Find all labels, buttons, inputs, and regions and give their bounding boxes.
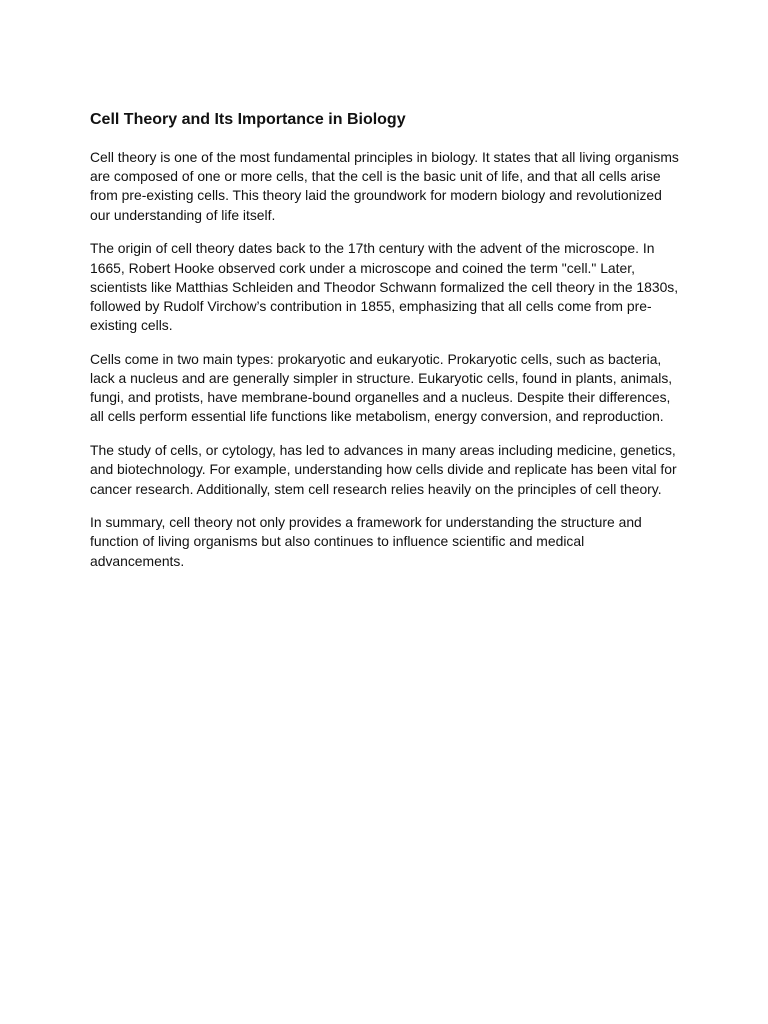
paragraph-cell-types: Cells come in two main types: prokaryotic and eukaryotic. Prokaryotic cells, such as bacteria, lack a nucleus and are generally simpler in structure. Eukaryotic cells, found in plants, animals, fungi, and protists, have membrane-bound organelles and a nucleus. Despite their differences, all cells perform essential life functions like metabolism, energy conversion, and reproduction. <box>90 350 673 425</box>
paragraph-history: The origin of cell theory dates back to the 17th century with the advent of the microscope. In 1665, Robert Hooke observed cork under a microscope and coined the term "cell." Later, scientists like Matthias Schleiden and Theodor Schwann formalized the cell theory in the 1830s, followed by Rudolf Virchow’s contribution in 1855, emphasizing that all cells come from pre-existing cells. <box>90 240 679 334</box>
paragraph-definition: Cell theory is one of the most fundamental principles in biology. It states that all living organisms are composed of one or more cells, that the cell is the basic unit of life, and that all cells arise from pre-existing cells. This theory laid the groundwork for modern biology and revolutionized our understanding of life itself. <box>90 149 679 223</box>
paragraph-cytology: The study of cells, or cytology, has led to advances in many areas including medicine, genetics, and biotechnology. For example, understanding how cells divide and replicate has been vital for cancer research. Additionally, stem cell research relies heavily on the principles of cell theory. <box>90 442 677 497</box>
document-body <box>90 110 682 585</box>
document-title: Cell Theory and Its Importance in Biology <box>90 111 406 128</box>
paragraph-summary: In summary, cell theory not only provides a framework for understanding the structure and function of living organisms but also continues to influence scientific and medical advancements. <box>90 514 642 569</box>
